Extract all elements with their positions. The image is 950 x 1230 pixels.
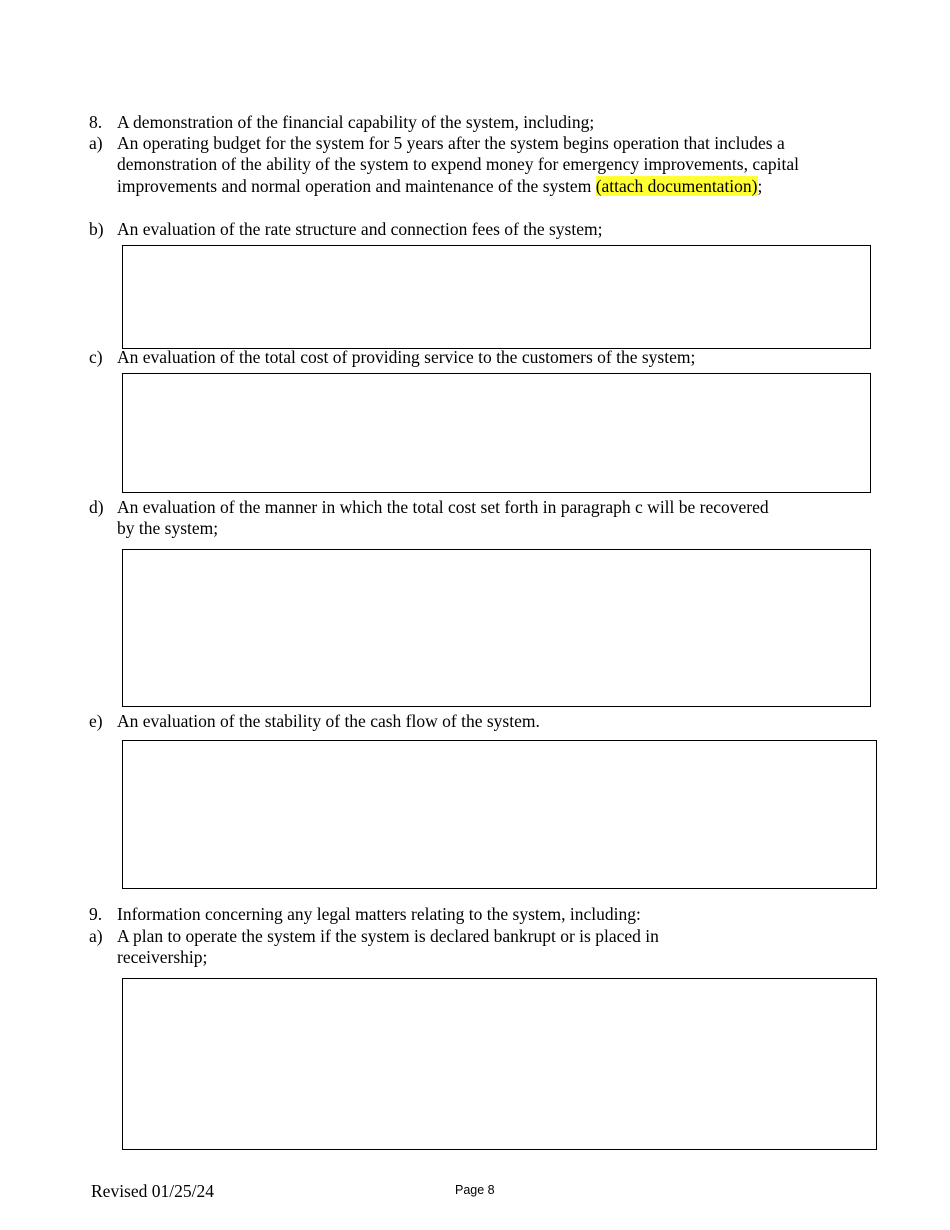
question-8e-letter: e) <box>89 711 103 731</box>
question-8-text: A demonstration of the financial capability of the system, including; <box>117 112 595 132</box>
question-8a-letter: a) <box>89 133 103 153</box>
answer-box-8c[interactable] <box>122 373 871 493</box>
question-8a <box>89 133 809 197</box>
question-8d-letter: d) <box>89 497 104 517</box>
answer-box-8d[interactable] <box>122 549 871 707</box>
question-9-text: Information concerning any legal matters relating to the system, including: <box>117 904 641 924</box>
question-8b-letter: b) <box>89 219 104 239</box>
question-8a-text <box>117 133 809 197</box>
question-8c-letter: c) <box>89 347 103 367</box>
question-9 <box>89 904 849 925</box>
attach-documentation-highlight: (attach documentation) <box>595 175 758 196</box>
question-8d <box>89 497 769 540</box>
question-8a-body: An operating budget for the system for 5 years after the system begins operation that includes a demonstration of the ability of the system to expend money for emergency improvements, capital improvements and normal operation and maintenance of the system <box>117 133 799 196</box>
question-8c-text: An evaluation of the total cost of providing service to the customers of the system; <box>117 347 696 367</box>
question-9a <box>89 926 729 969</box>
question-8b-text: An evaluation of the rate structure and connection fees of the system; <box>117 219 603 239</box>
question-9-number: 9. <box>89 904 103 924</box>
question-8e-text: An evaluation of the stability of the cash flow of the system. <box>117 711 540 731</box>
question-9a-letter: a) <box>89 926 103 946</box>
question-8c <box>89 347 849 368</box>
question-8b <box>89 219 849 240</box>
question-9a-text: A plan to operate the system if the system is declared bankrupt or is placed in receivership; <box>117 926 659 968</box>
answer-box-9a[interactable] <box>122 978 877 1150</box>
question-8e <box>89 711 849 732</box>
page-number: Page 8 <box>455 1183 495 1197</box>
revised-date: Revised 01/25/24 <box>91 1181 214 1201</box>
question-8a-suffix: ; <box>757 175 763 196</box>
answer-box-8e[interactable] <box>122 740 877 889</box>
answer-box-8b[interactable] <box>122 245 871 349</box>
question-8-number: 8. <box>89 112 103 132</box>
question-8d-text: An evaluation of the manner in which the total cost set forth in paragraph c will be recovered by the system; <box>117 497 769 539</box>
question-8 <box>89 112 849 133</box>
